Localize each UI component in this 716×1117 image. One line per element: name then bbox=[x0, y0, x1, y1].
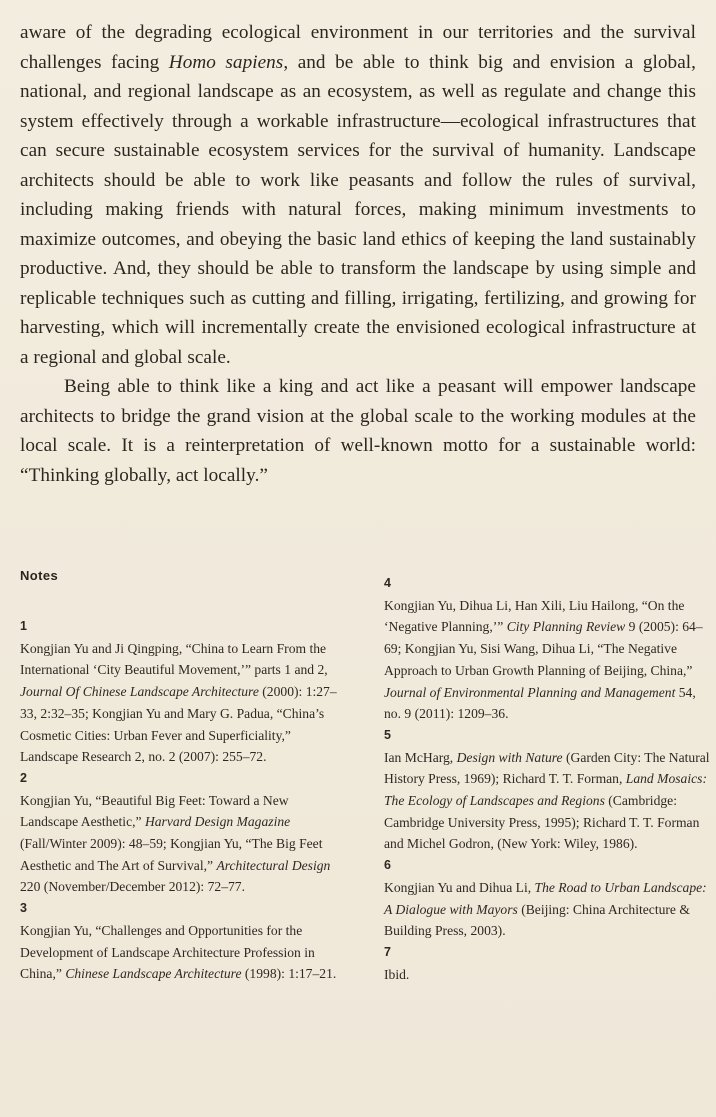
note-text: Ian McHarg, Design with Nature (Garden City: The Natural History Press, 1969); Richard T. T. Forman, Land Mosaics: The Ecology of Landscapes and Regions (Cambridge: Cambridge University Press, 1995); Richard T. T. Forman and Michel Godron, (New York: Wiley, 1986). bbox=[384, 749, 710, 852]
notes-column-right bbox=[384, 573, 714, 985]
body-paragraph: aware of the degrading ecological environment in our territories and the survival challenges facing Homo sapiens, and be able to think big and envision a global, national, and regional landscape as an ecosystem, as well as regulate and change this system effectively through a workable infrastructure—ecological infrastructures that can secure sustainable ecosystem services for the survival of humanity. Landscape architects should be able to work like peasants and follow the rules of survival, including making friends with natural forces, making minimum investments to maximize outcomes, and obeying the basic land ethics of keeping the land sustainably productive. And, they should be able to transform the landscape by using simple and replicable techniques such as cutting and filling, irrigating, fertilizing, and growing for harvesting, which will incrementally create the envisioned ecological infrastructure at a regional and global scale. bbox=[20, 22, 696, 368]
note-text: Ibid. bbox=[384, 966, 410, 982]
note-number: 4 bbox=[384, 576, 391, 590]
note-number: 1 bbox=[20, 619, 27, 633]
note-number: 3 bbox=[20, 901, 27, 916]
note-item bbox=[20, 768, 350, 898]
note-item bbox=[384, 855, 714, 942]
note-number: 6 bbox=[384, 858, 391, 873]
notes-heading: Notes bbox=[20, 568, 59, 583]
note-number: 2 bbox=[20, 770, 27, 785]
note-item bbox=[384, 573, 714, 725]
note-item bbox=[20, 616, 350, 768]
note-text: Kongjian Yu, “Beautiful Big Feet: Toward a New Landscape Aesthetic,” Harvard Design Magazine (Fall/Winter 2009): 48–59; Kongjian Yu, “The Big Feet Aesthetic and The Art of Survival,” Architectural Design 220 (November/December 2012): 72–77. bbox=[20, 792, 331, 895]
body-paragraph: Being able to think like a king and act like a peasant will empower landscape architects to bridge the grand vision at the global scale to the working modules at the local scale. It is a reinterpretation of well-known motto for a sustainable world: “Thinking globally, act locally.” bbox=[20, 376, 696, 486]
note-text: Kongjian Yu, Dihua Li, Han Xili, Liu Hailong, “On the ‘Negative Planning,’” City Planning Review 9 (2005): 64–69; Kongjian Yu, Sisi Wang, Dihua Li, “The Negative Approach to Urban Growth Planning of Beijing, China,” Journal of Environmental Planning and Management 54, no. 9 (2011): 1209–36. bbox=[384, 597, 703, 722]
note-text: Kongjian Yu and Dihua Li, The Road to Urban Landscape: A Dialogue with Mayors (Beijing: China Architecture & Building Press, 2003). bbox=[384, 879, 707, 939]
note-item bbox=[20, 898, 350, 985]
note-item bbox=[384, 942, 714, 985]
note-number: 5 bbox=[384, 727, 391, 742]
note-text: Kongjian Yu, “Challenges and Opportunities for the Development of Landscape Architecture Profession in China,” Chinese Landscape Architecture (1998): 1:17–21. bbox=[20, 922, 337, 982]
note-item bbox=[384, 725, 714, 855]
note-number: 7 bbox=[384, 944, 391, 959]
note-text: Kongjian Yu and Ji Qingping, “China to Learn From the International ‘City Beautiful Movement,’” parts 1 and 2, Journal Of Chinese Landscape Architecture (2000): 1:27–33, 2:32–35; Kongjian Yu and Mary G. Padua, “China’s Cosmetic Cities: Urban Fever and Superficiality,” Landscape Research 2, no. 2 (2007): 255–72. bbox=[20, 640, 337, 765]
body-text bbox=[20, 18, 696, 490]
notes-column-left bbox=[20, 616, 350, 985]
